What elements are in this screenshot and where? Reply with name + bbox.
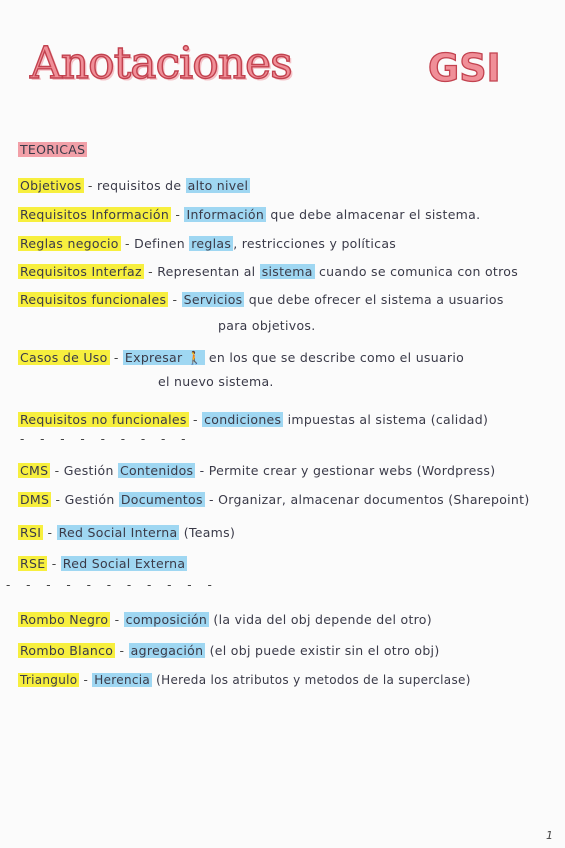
divider: - - - - - - - - - - - bbox=[6, 578, 218, 592]
note-row: CMS - Gestión Contenidos - Permite crear y gestionar webs (Wordpress) bbox=[20, 463, 496, 478]
note-term: Requisitos funcionales bbox=[20, 292, 167, 307]
note-row: Requisitos Información - Información que debe almacenar el sistema. bbox=[20, 207, 481, 222]
note-term: Triangulo bbox=[20, 673, 78, 687]
note-term: Rombo Negro bbox=[20, 612, 109, 627]
note-term: Requisitos Información bbox=[20, 207, 170, 222]
note-row: Requisitos no funcionales - condiciones impuestas al sistema (calidad) bbox=[20, 412, 489, 427]
note-row: Casos de Uso - Expresar 🚶 en los que se describe como el usuario bbox=[20, 350, 465, 365]
note-term: Rombo Blanco bbox=[20, 643, 114, 658]
subject-title: GSI bbox=[428, 46, 501, 90]
note-term: DMS bbox=[20, 492, 50, 507]
note-continuation: para objetivos. bbox=[218, 318, 316, 333]
note-row: Rombo Blanco - agregación (el obj puede existir sin el otro obj) bbox=[20, 643, 440, 658]
note-row: Triangulo - Herencia (Hereda los atributos y metodos de la superclase) bbox=[20, 673, 471, 687]
note-row: RSE - Red Social Externa bbox=[20, 556, 186, 571]
note-row: Objetivos - requisitos de alto nivel bbox=[20, 178, 249, 193]
note-row: DMS - Gestión Documentos - Organizar, almacenar documentos (Sharepoint) bbox=[20, 492, 530, 507]
note-row: RSI - Red Social Interna (Teams) bbox=[20, 525, 236, 540]
note-term: Requisitos no funcionales bbox=[20, 412, 187, 427]
divider: - - - - - - - - - bbox=[20, 432, 192, 446]
page-number: 1 bbox=[546, 829, 553, 842]
note-term: RSE bbox=[20, 556, 46, 571]
note-row: Requisitos funcionales - Servicios que debe ofrecer el sistema a usuarios bbox=[20, 292, 504, 307]
note-row: Requisitos Interfaz - Representan al sistema cuando se comunica con otros bbox=[20, 264, 519, 279]
page-title: Anotaciones bbox=[30, 38, 292, 89]
note-term: Reglas negocio bbox=[20, 236, 119, 251]
note-term: Casos de Uso bbox=[20, 350, 108, 365]
note-continuation: el nuevo sistema. bbox=[158, 374, 274, 389]
note-term: RSI bbox=[20, 525, 42, 540]
section-heading: TEORICAS bbox=[20, 142, 86, 157]
note-term: Requisitos Interfaz bbox=[20, 264, 142, 279]
note-term: CMS bbox=[20, 463, 49, 478]
note-row: Rombo Negro - composición (la vida del obj depende del otro) bbox=[20, 612, 432, 627]
note-term: Objetivos bbox=[20, 178, 82, 193]
note-row: Reglas negocio - Definen reglas , restricciones y políticas bbox=[20, 236, 397, 251]
